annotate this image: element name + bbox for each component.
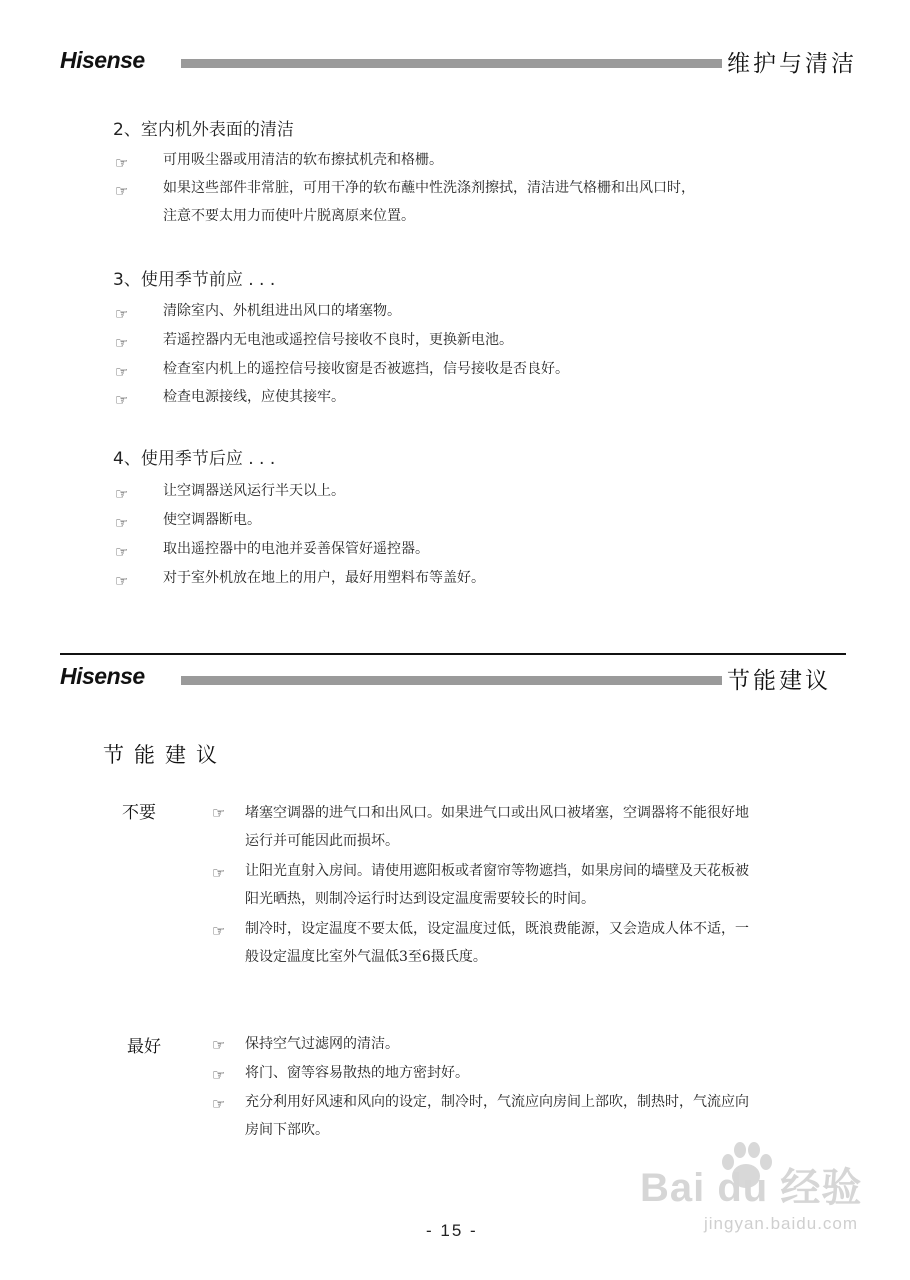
baidu-watermark-url: jingyan.baidu.com	[704, 1214, 859, 1233]
section-4-item: 对于室外机放在地上的用户，最好用塑料布等盖好。	[163, 570, 485, 586]
section-4-item: 取出遥控器中的电池并妥善保管好遥控器。	[163, 541, 429, 557]
bullet-hand-icon: ☞	[115, 363, 129, 381]
dont-item-continued: 般设定温度比室外气温低3至6摄氏度。	[245, 949, 487, 965]
best-item: 将门、窗等容易散热的地方密封好。	[245, 1065, 469, 1081]
bullet-hand-icon: ☞	[212, 922, 226, 940]
page-divider	[60, 653, 846, 655]
best-label: 最好	[127, 1037, 161, 1057]
bullet-hand-icon: ☞	[115, 485, 129, 503]
bullet-hand-icon: ☞	[212, 1066, 226, 1084]
section-3-title: 3、使用季节前应 . . .	[113, 270, 276, 290]
bullet-hand-icon: ☞	[115, 334, 129, 352]
section-3-item: 若遥控器内无电池或遥控信号接收不良时，更换新电池。	[163, 332, 513, 348]
best-item: 充分利用好风速和风向的设定，制冷时，气流应向房间上部吹，制热时，气流应向	[245, 1094, 749, 1110]
header-bar-top	[181, 59, 722, 68]
brand-logo-bottom: Hisense	[60, 663, 145, 689]
brand-logo-top: Hisense	[60, 47, 145, 73]
dont-item: 制冷时，设定温度不要太低，设定温度过低，既浪费能源，又会造成人体不适，一	[245, 921, 749, 937]
page-title-bottom: 节能建议	[727, 668, 831, 694]
section-3-item: 检查室内机上的遥控信号接收窗是否被遮挡，信号接收是否良好。	[163, 361, 569, 377]
section-3-item: 清除室内、外机组进出风口的堵塞物。	[163, 303, 401, 319]
best-item: 保持空气过滤网的清洁。	[245, 1036, 399, 1052]
dont-item-continued: 阳光晒热，则制冷运行时达到设定温度需要较长的时间。	[245, 891, 595, 907]
section-4-item: 让空调器送风运行半天以上。	[163, 483, 345, 499]
bullet-hand-icon: ☞	[115, 543, 129, 561]
bullet-hand-icon: ☞	[115, 182, 129, 200]
bullet-hand-icon: ☞	[115, 154, 129, 172]
header-bar-bottom	[181, 676, 722, 685]
bullet-hand-icon: ☞	[115, 514, 129, 532]
bullet-hand-icon: ☞	[115, 572, 129, 590]
baidu-watermark-logo: Bai du 经验	[640, 1166, 863, 1210]
dont-item-continued: 运行并可能因此而损坏。	[245, 833, 399, 849]
energy-section-title: 节能建议	[103, 743, 227, 767]
section-3-item: 检查电源接线，应使其接牢。	[163, 389, 345, 405]
dont-label: 不要	[122, 803, 156, 823]
dont-item: 堵塞空调器的进气口和出风口。如果进气口或出风口被堵塞，空调器将不能很好地	[245, 805, 749, 821]
section-4-item: 使空调器断电。	[163, 512, 261, 528]
section-2-item: 可用吸尘器或用清洁的软布擦拭机壳和格栅。	[163, 152, 443, 168]
bullet-hand-icon: ☞	[115, 305, 129, 323]
page-number: - 15 -	[426, 1221, 478, 1240]
page-title-top: 维护与清洁	[727, 51, 857, 77]
bullet-hand-icon: ☞	[212, 1036, 226, 1054]
bullet-hand-icon: ☞	[212, 864, 226, 882]
bullet-hand-icon: ☞	[115, 391, 129, 409]
section-4-title: 4、使用季节后应 . . .	[113, 449, 276, 469]
section-2-title: 2、室内机外表面的清洁	[113, 120, 294, 140]
dont-item: 让阳光直射入房间。请使用遮阳板或者窗帘等物遮挡，如果房间的墙壁及天花板被	[245, 863, 749, 879]
section-2-item-continued: 注意不要太用力而使叶片脱离原来位置。	[163, 208, 415, 224]
bullet-hand-icon: ☞	[212, 1095, 226, 1113]
bullet-hand-icon: ☞	[212, 804, 226, 822]
section-2-item: 如果这些部件非常脏，可用干净的软布蘸中性洗涤剂擦拭，清洁进气格栅和出风口时，	[163, 180, 695, 196]
best-item-continued: 房间下部吹。	[245, 1122, 329, 1138]
